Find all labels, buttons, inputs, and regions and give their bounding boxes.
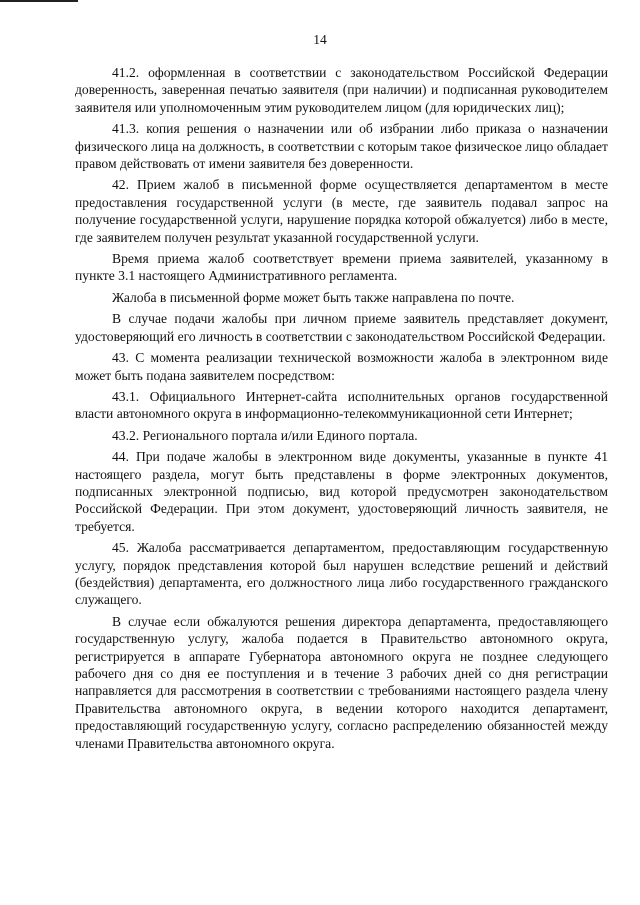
paragraph-42: 42. Прием жалоб в письменной форме осуществляется департаментом в месте предоставления государственной услуги (в месте, где заявитель подавал запрос на получение государственной услуги, нарушение порядка которой обжалуется) либо в месте, где заявителем получен результат указанной государственной услуги. bbox=[75, 177, 608, 245]
paragraph-43-2: 43.2. Регионального портала и/или Единого портала. bbox=[112, 427, 418, 443]
page-number: 14 bbox=[313, 32, 327, 47]
header-rule bbox=[0, 0, 78, 2]
paragraph-personal-reception: В случае подачи жалобы при личном приеме заявитель представляет документ, удостоверяющий его личность в соответствии с законодательством Российской Федерации. bbox=[75, 311, 608, 344]
paragraph-43: 43. С момента реализации технической возможности жалоба в электронном виде может быть подана заявителем посредством: bbox=[75, 350, 608, 383]
paragraph-reception-time: Время приема жалоб соответствует времени приема заявителей, указанному в пункте 3.1 настоящего Административного регламента. bbox=[75, 251, 608, 284]
paragraph-director-appeal: В случае если обжалуются решения директора департамента, предоставляющего государственную услугу, жалоба подается в Правительство автономного округа, регистрируется в аппарате Губернатора автономного округа не позднее следующего рабочего дня со дня ее поступления и в течение 3 рабочих дней со дня регистрации направляется для рассмотрения в соответствии с требованиями настоящего раздела члену Правительства автономного округа, в ведении которого находится департамент, предоставляющий государственную услугу, согласно распределению обязанностей между членами Правительства автономного округа. bbox=[75, 613, 608, 751]
paragraph-by-mail: Жалоба в письменной форме может быть также направлена по почте. bbox=[112, 289, 515, 305]
paragraph-45: 45. Жалоба рассматривается департаментом, предоставляющим государственную услугу, порядок представления которой был нарушен вследствие решений и действий (бездействия) департамента, его должностного лица либо государственного гражданского служащего. bbox=[75, 540, 608, 608]
paragraph-41-3: 41.3. копия решения о назначении или об избрании либо приказа о назначении физического лица на должность, в соответствии с которым такое физическое лицо обладает правом действовать от имени заявителя без доверенности. bbox=[75, 121, 608, 172]
paragraph-43-1: 43.1. Официального Интернет-сайта исполнительных органов государственной власти автономного округа в информационно-телекоммуникационной сети Интернет; bbox=[75, 388, 608, 422]
document-body bbox=[75, 64, 608, 755]
paragraph-44: 44. При подаче жалобы в электронном виде документы, указанные в пункте 41 настоящего раздела, могут быть представлены в форме электронных документов, подписанных электронной подписью, вид которой предусмотрен законодательством Российской Федерации. При этом документ, удостоверяющий личность заявителя, не требуется. bbox=[75, 449, 608, 534]
paragraph-41-2: 41.2. оформленная в соответствии с законодательством Российской Федерации доверенность, заверенная печатью заявителя (при наличии) и подписанная руководителем заявителя или уполномоченным этим руководителем лицом (для юридических лиц); bbox=[75, 65, 608, 115]
